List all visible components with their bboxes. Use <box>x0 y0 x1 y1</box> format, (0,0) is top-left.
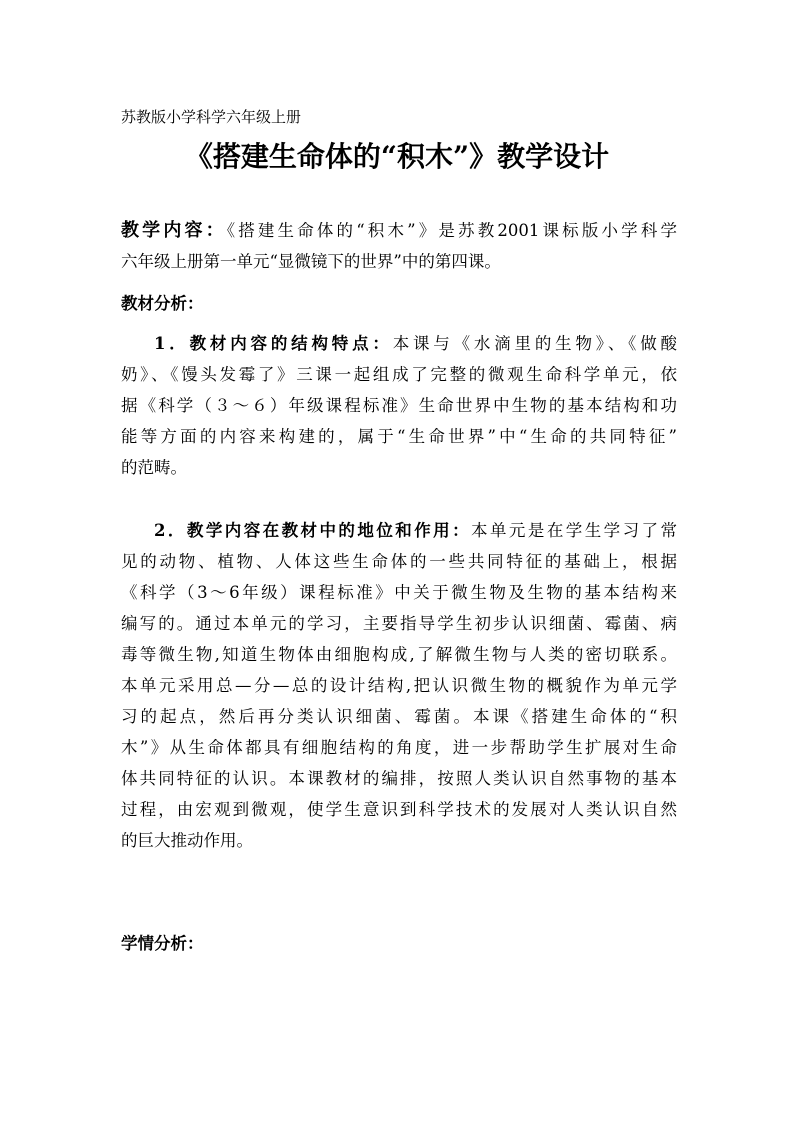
point2-line-9: 体共同特征的认识。本课教材的编排，按照人类认识自然事物的基本 <box>121 769 677 788</box>
point2-line-3: 《科学（3～6年级）课程标准》中关于微生物及生物的基本结构来 <box>121 583 677 602</box>
students-section <box>121 928 677 959</box>
analysis-heading: 教材分析： <box>121 294 204 313</box>
content-line-2: 六年级上册第一单元“显微镜下的世界”中的第四课。 <box>121 252 501 271</box>
point2-line-1 <box>121 515 677 546</box>
point1-line-2: 奶》、《馒头发霉了》三课一起组成了完整的微观生命科学单元，依 <box>121 365 677 384</box>
content-text-1: 《搭建生命体的“积木”》是苏教2001课标版小学科学 <box>226 221 677 240</box>
analysis-point-1 <box>121 328 677 483</box>
analysis-section <box>121 288 677 319</box>
point2-label: 2．教学内容在教材中的地位和作用： <box>154 521 472 540</box>
students-heading: 学情分析： <box>121 934 204 953</box>
content-line-1 <box>121 215 677 246</box>
document-title: 《搭建生命体的“积木”》教学设计 <box>184 140 610 173</box>
point1-line-3: 据《科学（３～６）年级课程标准》生命世界中生物的基本结构和功 <box>121 396 677 415</box>
point1-label: 1．教材内容的结构特点： <box>154 334 393 353</box>
point2-line-8: 木”》从生命体都具有细胞结构的角度，进一步帮助学生扩展对生命 <box>121 738 677 757</box>
point2-line-5: 毒等微生物,知道生物体由细胞构成,了解微生物与人类的密切联系。 <box>121 645 677 664</box>
point1-line-5: 的范畴。 <box>121 458 187 477</box>
point1-line-4: 能等方面的内容来构建的，属于“生命世界”中“生命的共同特征” <box>121 427 677 446</box>
point2-text-1: 本单元是在学生学习了常 <box>471 521 677 540</box>
point2-line-4: 编写的。通过本单元的学习，主要指导学生初步认识细菌、霉菌、病 <box>121 614 677 633</box>
content-section <box>121 215 677 277</box>
point2-line-11: 的巨大推动作用。 <box>121 831 253 850</box>
point2-line-10: 过程，由宏观到微观，使学生意识到科学技术的发展对人类认识自然 <box>121 800 677 819</box>
document-subtitle: 苏教版小学科学六年级上册 <box>121 108 302 126</box>
point2-line-7: 习的起点，然后再分类认识细菌、霉菌。本课《搭建生命体的“积 <box>121 707 677 726</box>
point1-line-1 <box>121 328 677 359</box>
content-label: 教学内容： <box>121 220 227 241</box>
point1-text-1: 本课与《水滴里的生物》、《做酸 <box>392 334 677 353</box>
analysis-point-2 <box>121 515 677 856</box>
point2-line-6: 本单元采用总—分—总的设计结构,把认识微生物的概貌作为单元学 <box>121 676 677 695</box>
point2-line-2: 见的动物、植物、人体这些生命体的一些共同特征的基础上，根据 <box>121 552 677 571</box>
